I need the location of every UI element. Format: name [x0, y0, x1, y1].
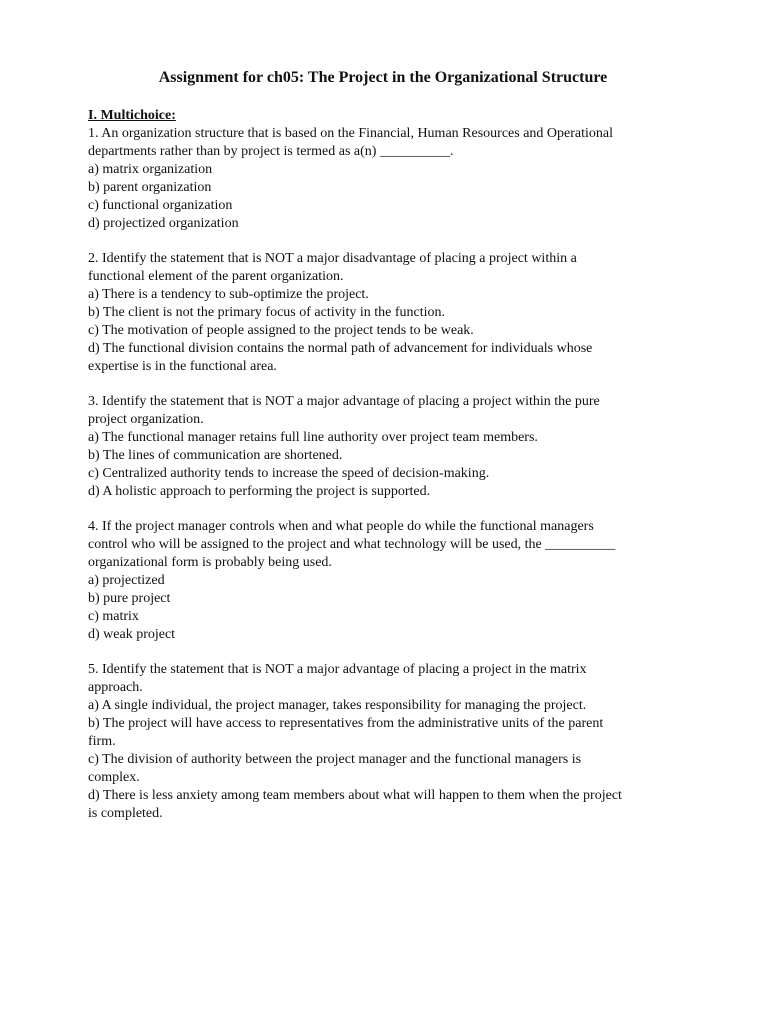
question-1-option-a: a) matrix organization [88, 162, 213, 177]
question-5-option-c: c) The division of authority between the project manager and the functional managers is [88, 752, 582, 767]
question-5-option-c-continued: complex. [88, 770, 140, 785]
question-3-option-b: b) The lines of communication are shortened. [88, 448, 343, 463]
question-5-option-b: b) The project will have access to representatives from the administrative units of the parent [88, 716, 604, 731]
question-1-option-c: c) functional organization [88, 198, 233, 213]
question-2-option-a: a) There is a tendency to sub-optimize the project. [88, 287, 369, 302]
question-4-stem-line-1: 4. If the project manager controls when and what people do while the functional managers [88, 519, 594, 534]
question-3-option-d: d) A holistic approach to performing the project is supported. [88, 484, 431, 499]
question-4-option-d: d) weak project [88, 627, 176, 642]
question-1 [88, 125, 678, 233]
question-5-stem-line-1: 5. Identify the statement that is NOT a major advantage of placing a project in the matrix [88, 662, 587, 677]
question-2-option-d-continued: expertise is in the functional area. [88, 359, 277, 374]
question-4-option-b: b) pure project [88, 591, 171, 606]
question-1-stem-line-1: 1. An organization structure that is based on the Financial, Human Resources and Operational [88, 126, 613, 141]
question-2-stem-line-2: functional element of the parent organization. [88, 269, 344, 284]
question-2-option-c: c) The motivation of people assigned to the project tends to be weak. [88, 323, 474, 338]
question-3-option-c: c) Centralized authority tends to increase the speed of decision-making. [88, 466, 490, 481]
question-2 [88, 250, 678, 376]
question-3-stem-line-2: project organization. [88, 412, 204, 427]
question-4-option-a: a) projectized [88, 573, 165, 588]
question-2-stem-line-1: 2. Identify the statement that is NOT a major disadvantage of placing a project within a [88, 251, 577, 266]
question-3-option-a: a) The functional manager retains full line authority over project team members. [88, 430, 538, 445]
section-heading: I. Multichoice: [88, 108, 176, 123]
question-5-option-d-continued: is completed. [88, 806, 163, 821]
question-3 [88, 393, 678, 501]
question-4-option-c: c) matrix [88, 609, 139, 624]
question-1-stem-line-2: departments rather than by project is termed as a(n) __________. [88, 144, 454, 159]
question-4-stem-line-3: organizational form is probably being used. [88, 555, 332, 570]
question-2-option-b: b) The client is not the primary focus of activity in the function. [88, 305, 446, 320]
question-3-stem-line-1: 3. Identify the statement that is NOT a major advantage of placing a project within the pure [88, 394, 600, 409]
question-5-option-d: d) There is less anxiety among team members about what will happen to them when the project [88, 788, 622, 803]
question-5-stem-line-2: approach. [88, 680, 143, 695]
question-1-option-d: d) projectized organization [88, 216, 239, 231]
question-4 [88, 518, 678, 644]
question-5-option-b-continued: firm. [88, 734, 116, 749]
question-5-option-a: a) A single individual, the project manager, takes responsibility for managing the project. [88, 698, 587, 713]
question-5 [88, 661, 678, 823]
question-1-option-b: b) parent organization [88, 180, 212, 195]
document-page [88, 68, 678, 840]
question-4-stem-line-2: control who will be assigned to the project and what technology will be used, the __________ [88, 537, 616, 552]
document-title: Assignment for ch05: The Project in the Organizational Structure [158, 69, 608, 86]
question-2-option-d: d) The functional division contains the normal path of advancement for individuals whose [88, 341, 593, 356]
